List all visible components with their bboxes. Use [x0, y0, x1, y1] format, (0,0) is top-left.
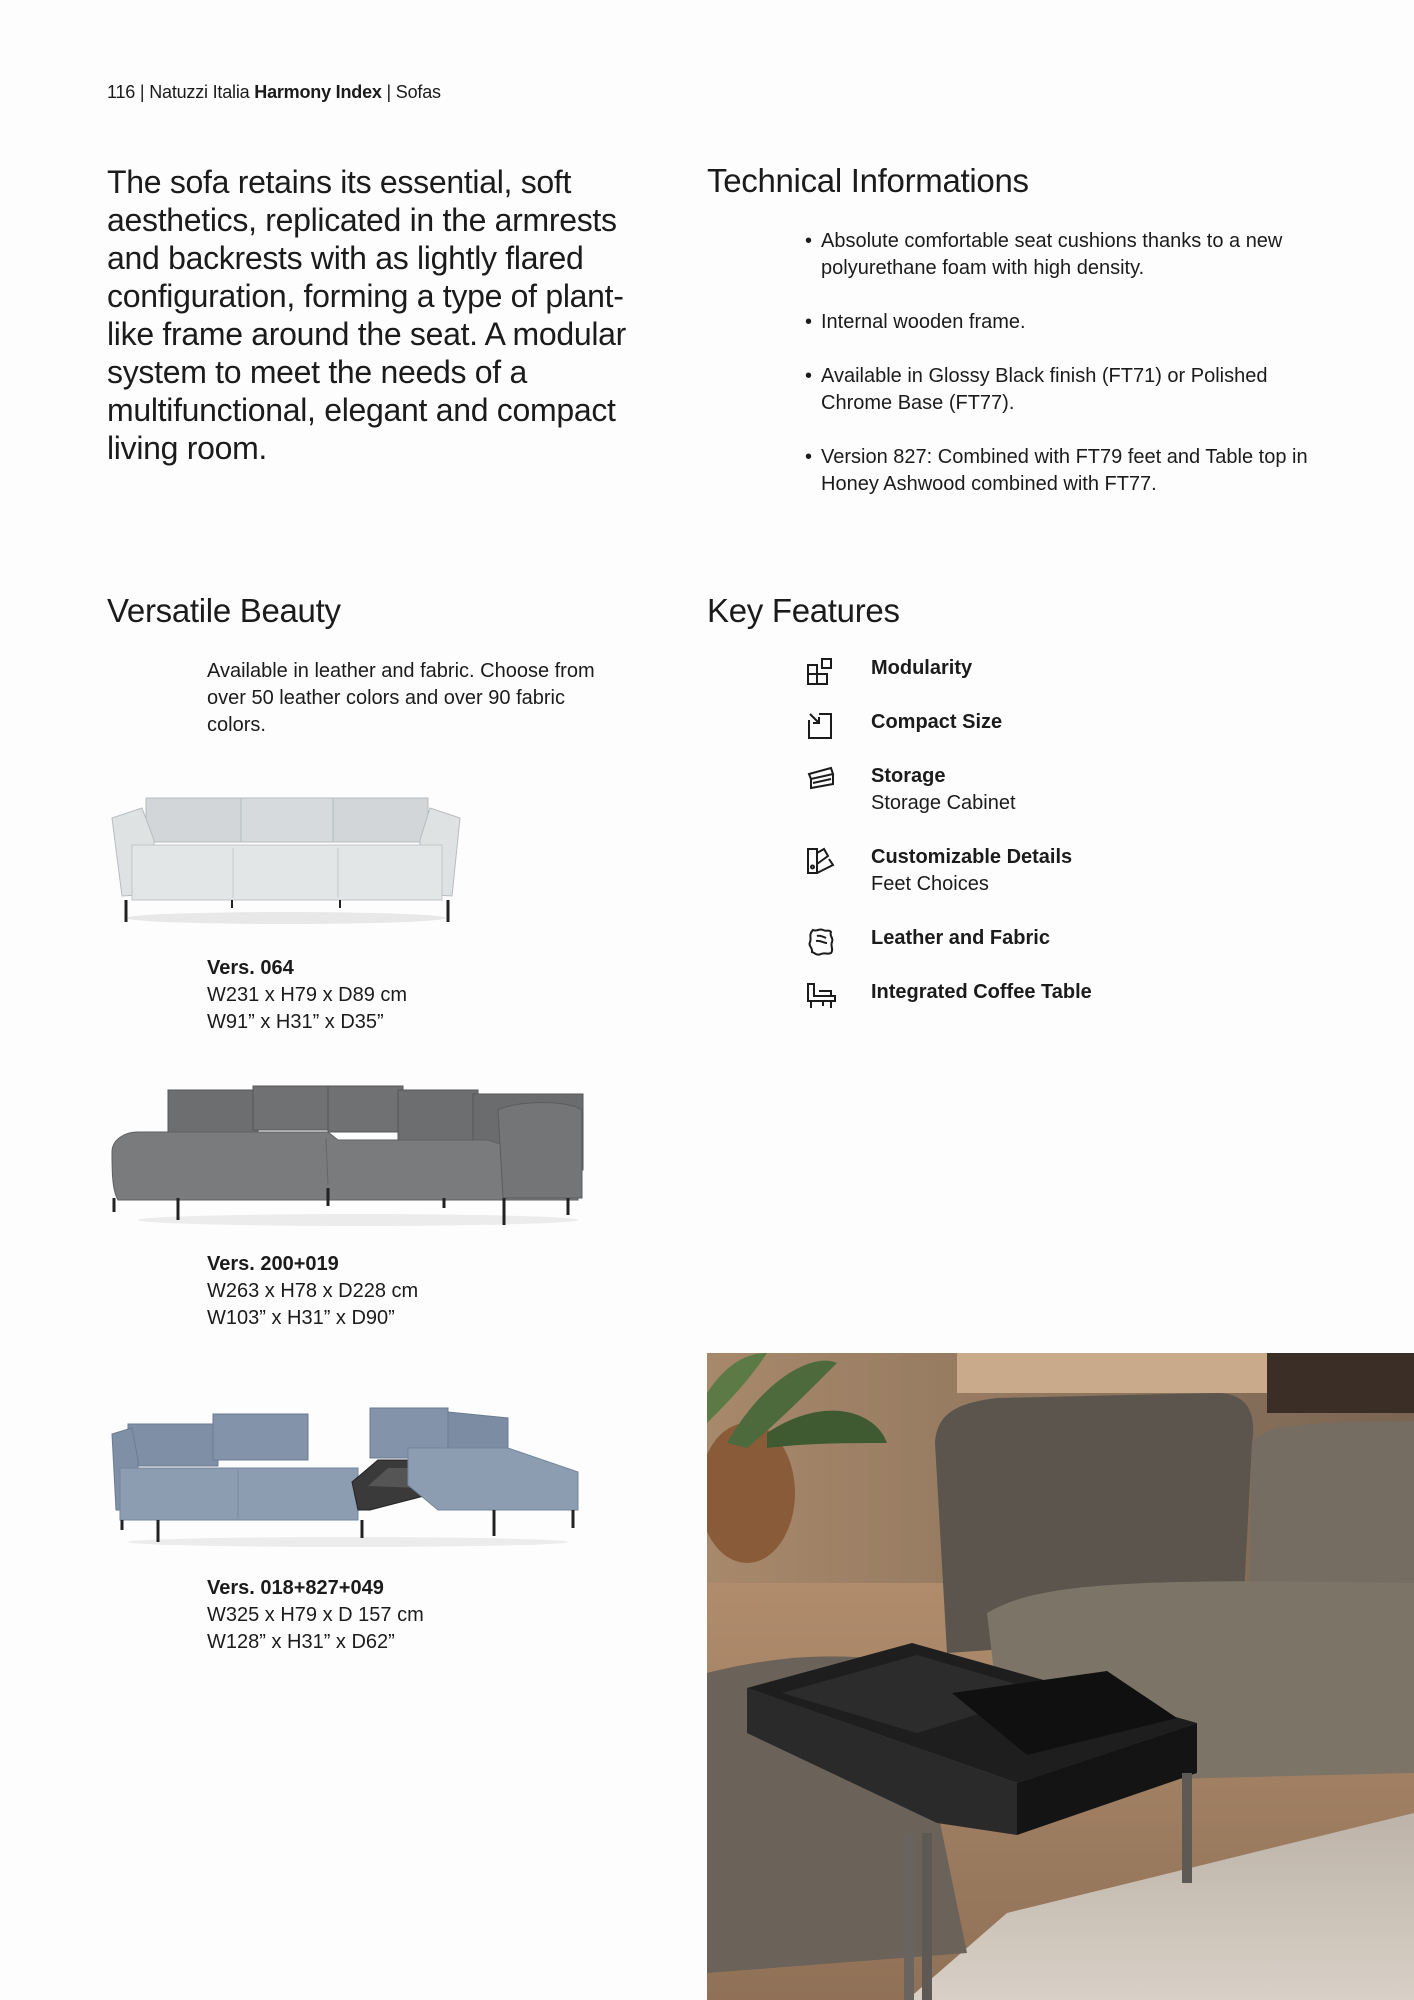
technical-list — [805, 228, 1325, 525]
technical-item: • Internal wooden frame. — [805, 309, 1325, 336]
storage-icon — [805, 764, 837, 796]
version-metric: W325 x H79 x D 157 cm — [207, 1604, 424, 1626]
feature-compact-size: Compact Size — [805, 709, 1285, 736]
version-metric: W231 x H79 x D89 cm — [207, 984, 408, 1006]
coffee-table-icon — [805, 980, 837, 1012]
leather-fabric-icon — [805, 926, 837, 958]
category-name: Sofas — [395, 82, 441, 102]
version-064 — [207, 955, 407, 1036]
feature-storage: Storage Storage Cabinet — [805, 763, 1285, 817]
customizable-icon — [805, 845, 837, 877]
feature-modularity: Modularity — [805, 655, 1285, 682]
key-features-title: Key Features — [707, 592, 900, 629]
version-imperial: W103” x H31” x D90” — [207, 1307, 395, 1329]
modularity-icon — [805, 656, 837, 688]
version-name: Vers. 064 — [207, 957, 294, 979]
version-metric: W263 x H78 x D228 cm — [207, 1280, 419, 1302]
version-018-827-049 — [207, 1575, 424, 1656]
technical-item: • Absolute comfortable seat cushions thanks to a new polyurethane foam with high density. — [805, 228, 1325, 282]
version-name: Vers. 018+827+049 — [207, 1577, 384, 1599]
version-200-019 — [207, 1251, 418, 1332]
compact-size-icon — [805, 710, 837, 742]
collection-name: Harmony Index — [254, 82, 382, 102]
version-imperial: W128” x H31” x D62” — [207, 1631, 395, 1653]
page-number: 116 — [107, 82, 136, 102]
feature-customizable: Customizable Details Feet Choices — [805, 844, 1285, 898]
versatile-text: Available in leather and fabric. Choose from over 50 leather colors and over 90 fabric colors. — [207, 660, 595, 736]
versatile-title: Versatile Beauty — [107, 592, 341, 629]
technical-title: Technical Informations — [707, 162, 1029, 199]
lifestyle-photo — [707, 1353, 1414, 2000]
sofa-lifestyle-photo — [707, 1353, 1414, 2000]
technical-item: • Version 827: Combined with FT79 feet and Table top in Honey Ashwood combined with FT77. — [805, 444, 1325, 498]
intro-paragraph: The sofa retains its essential, soft aesthetics, replicated in the armrests and backrests with as lightly flared configuration, forming a type of plant-like frame around the seat. A modular system to meet the needs of a multifunctional, elegant and compact living room. — [107, 164, 626, 466]
feature-leather-fabric: Leather and Fabric — [805, 925, 1285, 952]
technical-item: • Available in Glossy Black finish (FT71) or Polished Chrome Base (FT77). — [805, 363, 1325, 417]
sofa-vers-200-019-image — [108, 1080, 588, 1230]
brand-name: Natuzzi Italia — [149, 82, 250, 102]
page-header: 116 | Natuzzi Italia Harmony Index | Sofas — [107, 82, 441, 102]
version-imperial: W91” x H31” x D35” — [207, 1011, 384, 1033]
version-name: Vers. 200+019 — [207, 1253, 339, 1275]
sofa-vers-018-827-049-image — [108, 1400, 588, 1550]
key-features-list — [805, 655, 1285, 1006]
sofa-vers-064-image — [108, 790, 464, 930]
feature-coffee-table: Integrated Coffee Table — [805, 979, 1285, 1006]
